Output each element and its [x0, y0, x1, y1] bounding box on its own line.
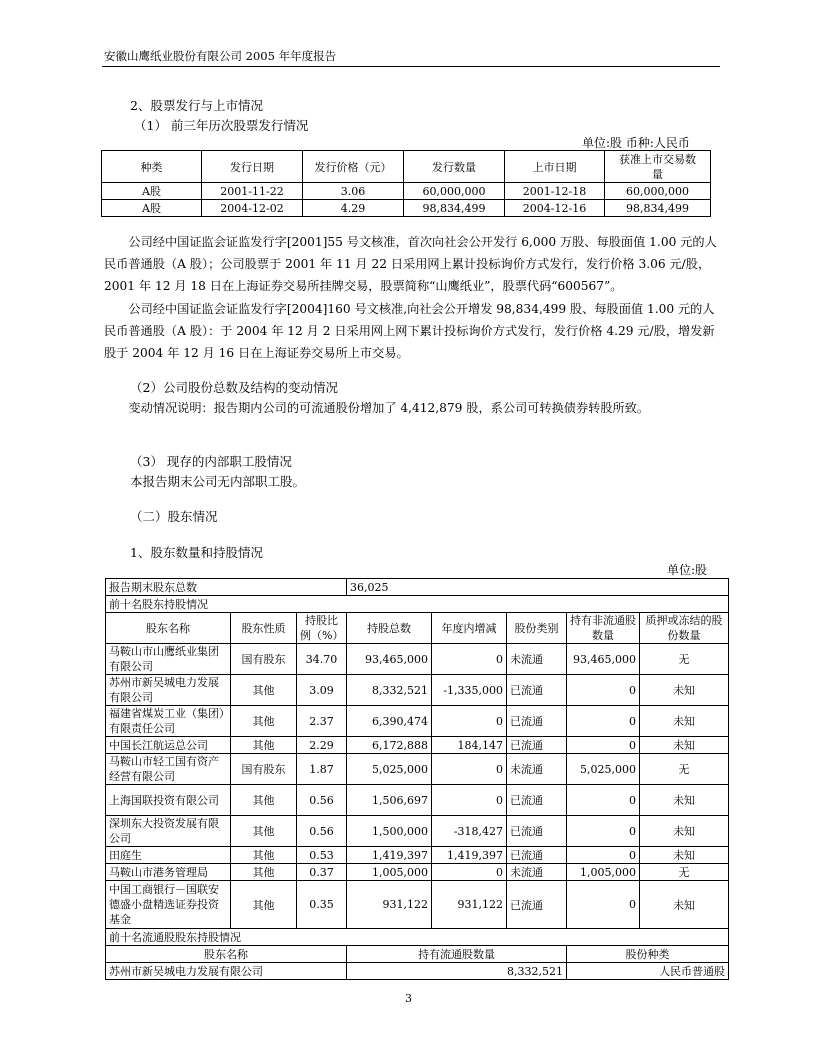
table-row: [106, 737, 729, 754]
cell: 0: [432, 706, 507, 737]
col-header: 持有流通股数量: [347, 946, 567, 963]
page-number: 3: [405, 992, 412, 1005]
table-row: [106, 864, 729, 881]
tradable-label: 前十名流通股股东持股情况: [106, 929, 729, 946]
cell: 已流通: [507, 675, 567, 706]
cell: 其他: [231, 881, 297, 929]
cell: 93,465,000: [347, 644, 432, 675]
cell: 1,419,397: [347, 847, 432, 864]
cell: 田庭生: [106, 847, 231, 864]
subheading-employee-shares: （3） 现存的内部职工股情况: [130, 454, 292, 469]
cell: 2004-12-16: [505, 200, 605, 217]
col-header: 发行数量: [404, 151, 505, 183]
cell: 3.06: [303, 183, 404, 200]
cell: 0: [432, 864, 507, 881]
cell: 93,465,000: [567, 644, 640, 675]
shareholders-table: [105, 578, 729, 980]
cell: 其他: [231, 864, 297, 881]
cell: 0: [567, 816, 640, 847]
table-row: [102, 183, 711, 200]
table-row: [106, 675, 729, 706]
cell: 0: [567, 737, 640, 754]
cell: 931,122: [347, 881, 432, 929]
cell: 已流通: [507, 737, 567, 754]
cell: 其他: [231, 785, 297, 816]
cell: 中国工商银行－国联安德盛小盘精选证券投资基金: [106, 881, 231, 929]
paragraph-employee-shares: 本报告期末公司无内部职工股。: [130, 474, 306, 489]
col-header: 上市日期: [505, 151, 605, 183]
table-row: [106, 644, 729, 675]
cell: 0.53: [297, 847, 347, 864]
cell: 马鞍山市港务管理局: [106, 864, 231, 881]
cell: 国有股东: [231, 754, 297, 785]
table-row: [106, 816, 729, 847]
cell: 国有股东: [231, 644, 297, 675]
cell: 中国长江航运总公司: [106, 737, 231, 754]
header-rule: [102, 66, 720, 67]
cell: 未知: [640, 847, 729, 864]
cell: 已流通: [507, 847, 567, 864]
cell: 60,000,000: [605, 183, 711, 200]
cell: 0.56: [297, 785, 347, 816]
cell: 其他: [231, 675, 297, 706]
cell: 马鞍山市轻工国有资产经营有限公司: [106, 754, 231, 785]
cell: 34.70: [297, 644, 347, 675]
cell: 已流通: [507, 706, 567, 737]
col-header: 持有非流通股数量: [567, 613, 640, 644]
total-holders-label: 报告期末股东总数: [106, 579, 347, 596]
paragraph-additional-issue: 公司经中国证监会证监发行字[2004]160 号文核准,向社会公开增发 98,834,499 股、每股面值 1.00 元的人民币普通股（A 股）：于 2004 年 12 月 2 日采用网上网下累计投标询价方式发行，发行价格 4.29 元/股，增发新股于 2004 年 12 月 16 日在上海证券交易所上市交易。: [104, 302, 715, 360]
subheading-issuance-history: （1） 前三年历次股票发行情况: [134, 118, 309, 133]
cell: 0: [432, 754, 507, 785]
cell: 8,332,521: [347, 675, 432, 706]
table-row: [106, 881, 729, 929]
cell: 0: [567, 706, 640, 737]
cell: 98,834,499: [404, 200, 505, 217]
cell: 3.09: [297, 675, 347, 706]
cell: 未知: [640, 737, 729, 754]
cell: 6,390,474: [347, 706, 432, 737]
col-header: 持股总数: [347, 613, 432, 644]
unit-label-shares: 单位:股: [667, 563, 708, 577]
table-row: [106, 706, 729, 737]
cell: 5,025,000: [347, 754, 432, 785]
table-row: [106, 963, 729, 980]
cell: 1,500,000: [347, 816, 432, 847]
total-holders-value: 36,025: [347, 579, 729, 596]
report-header: 安徽山鹰纸业股份有限公司 2005 年年度报告: [104, 49, 337, 63]
table-row: [106, 847, 729, 864]
col-header: 股份类别: [507, 613, 567, 644]
cell: 未流通: [507, 644, 567, 675]
cell: 60,000,000: [404, 183, 505, 200]
cell: 深圳东大投资发展有限公司: [106, 816, 231, 847]
cell: 未流通: [507, 754, 567, 785]
cell: 人民币普通股: [567, 963, 729, 980]
subheading-shareholder-count: 1、股东数量和持股情况: [130, 545, 263, 560]
cell: 无: [640, 754, 729, 785]
cell: 其他: [231, 847, 297, 864]
issuance-table: [101, 150, 711, 217]
cell: 0: [432, 785, 507, 816]
cell: 0: [567, 785, 640, 816]
cell: 未知: [640, 706, 729, 737]
cell: 2004-12-02: [202, 200, 303, 217]
table-row: [106, 785, 729, 816]
cell: 其他: [231, 737, 297, 754]
col-header: 种类: [102, 151, 202, 183]
cell: 2001-11-22: [202, 183, 303, 200]
cell: 5,025,000: [567, 754, 640, 785]
col-header: 发行日期: [202, 151, 303, 183]
cell: 已流通: [507, 816, 567, 847]
cell: 0: [567, 847, 640, 864]
col-header: 股东名称: [106, 613, 231, 644]
table-row: [106, 754, 729, 785]
cell: 未知: [640, 816, 729, 847]
cell: 184,147: [432, 737, 507, 754]
cell: 1,005,000: [347, 864, 432, 881]
cell: 无: [640, 864, 729, 881]
cell: 6,172,888: [347, 737, 432, 754]
cell: 0.37: [297, 864, 347, 881]
cell: 无: [640, 644, 729, 675]
col-header: 质押或冻结的股份数量: [640, 613, 729, 644]
top10-label: 前十名股东持股情况: [106, 596, 729, 613]
cell: 已流通: [507, 785, 567, 816]
cell: 0: [432, 644, 507, 675]
cell: 0.56: [297, 816, 347, 847]
cell: 上海国联投资有限公司: [106, 785, 231, 816]
cell: 0: [567, 675, 640, 706]
paragraph-share-change: 变动情况说明：报告期内公司的可流通股份增加了 4,412,879 股，系公司可转换债券转股所致。: [128, 401, 650, 415]
col-header: 年度内增减: [432, 613, 507, 644]
col-header: 持股比例（%）: [297, 613, 347, 644]
cell: 未知: [640, 785, 729, 816]
paragraph-ipo: 公司经中国证监会证监发行字[2001]55 号文核准，首次向社会公开发行 6,000 万股、每股面值 1.00 元的人民币普通股（A 股）；公司股票于 2001 年 11 月 22 日采用网上累计投标询价方式发行，发行价格 3.06 元/股，2001 年 12 月 18 日在上海证券交易所挂牌交易，股票简称“山鹰纸业”，股票代码“600567”。: [104, 235, 717, 293]
unit-label-issuance: 单位:股 币种:人民币: [582, 136, 690, 150]
cell: 931,122: [432, 881, 507, 929]
cell: 0: [567, 881, 640, 929]
cell: 1,506,697: [347, 785, 432, 816]
cell: 未知: [640, 881, 729, 929]
cell: 福建省煤炭工业（集团）有限责任公司: [106, 706, 231, 737]
section-heading-shareholders: （二）股东情况: [130, 509, 218, 524]
col-header: 股东名称: [106, 946, 347, 963]
cell: 1.87: [297, 754, 347, 785]
cell: 2.29: [297, 737, 347, 754]
cell: 0.35: [297, 881, 347, 929]
cell: -318,427: [432, 816, 507, 847]
cell: 其他: [231, 816, 297, 847]
cell: 其他: [231, 706, 297, 737]
cell: A股: [102, 183, 202, 200]
cell: 98,834,499: [605, 200, 711, 217]
cell: 马鞍山市山鹰纸业集团有限公司: [106, 644, 231, 675]
cell: 未知: [640, 675, 729, 706]
cell: 已流通: [507, 881, 567, 929]
cell: A股: [102, 200, 202, 217]
col-header: 发行价格（元）: [303, 151, 404, 183]
cell: 2.37: [297, 706, 347, 737]
cell: 苏州市新吴城电力发展有限公司: [106, 963, 347, 980]
cell: 4.29: [303, 200, 404, 217]
col-header: 股份种类: [567, 946, 729, 963]
col-header: 获准上市交易数量: [605, 151, 711, 183]
section-heading-issuance: 2、股票发行与上市情况: [130, 98, 263, 113]
cell: 8,332,521: [347, 963, 567, 980]
cell: 2001-12-18: [505, 183, 605, 200]
cell: 1,419,397: [432, 847, 507, 864]
col-header: 股东性质: [231, 613, 297, 644]
cell: 苏州市新吴城电力发展有限公司: [106, 675, 231, 706]
subheading-share-structure: （2）公司股份总数及结构的变动情况: [130, 380, 338, 395]
cell: 未流通: [507, 864, 567, 881]
cell: 1,005,000: [567, 864, 640, 881]
cell: -1,335,000: [432, 675, 507, 706]
table-row: [102, 200, 711, 217]
